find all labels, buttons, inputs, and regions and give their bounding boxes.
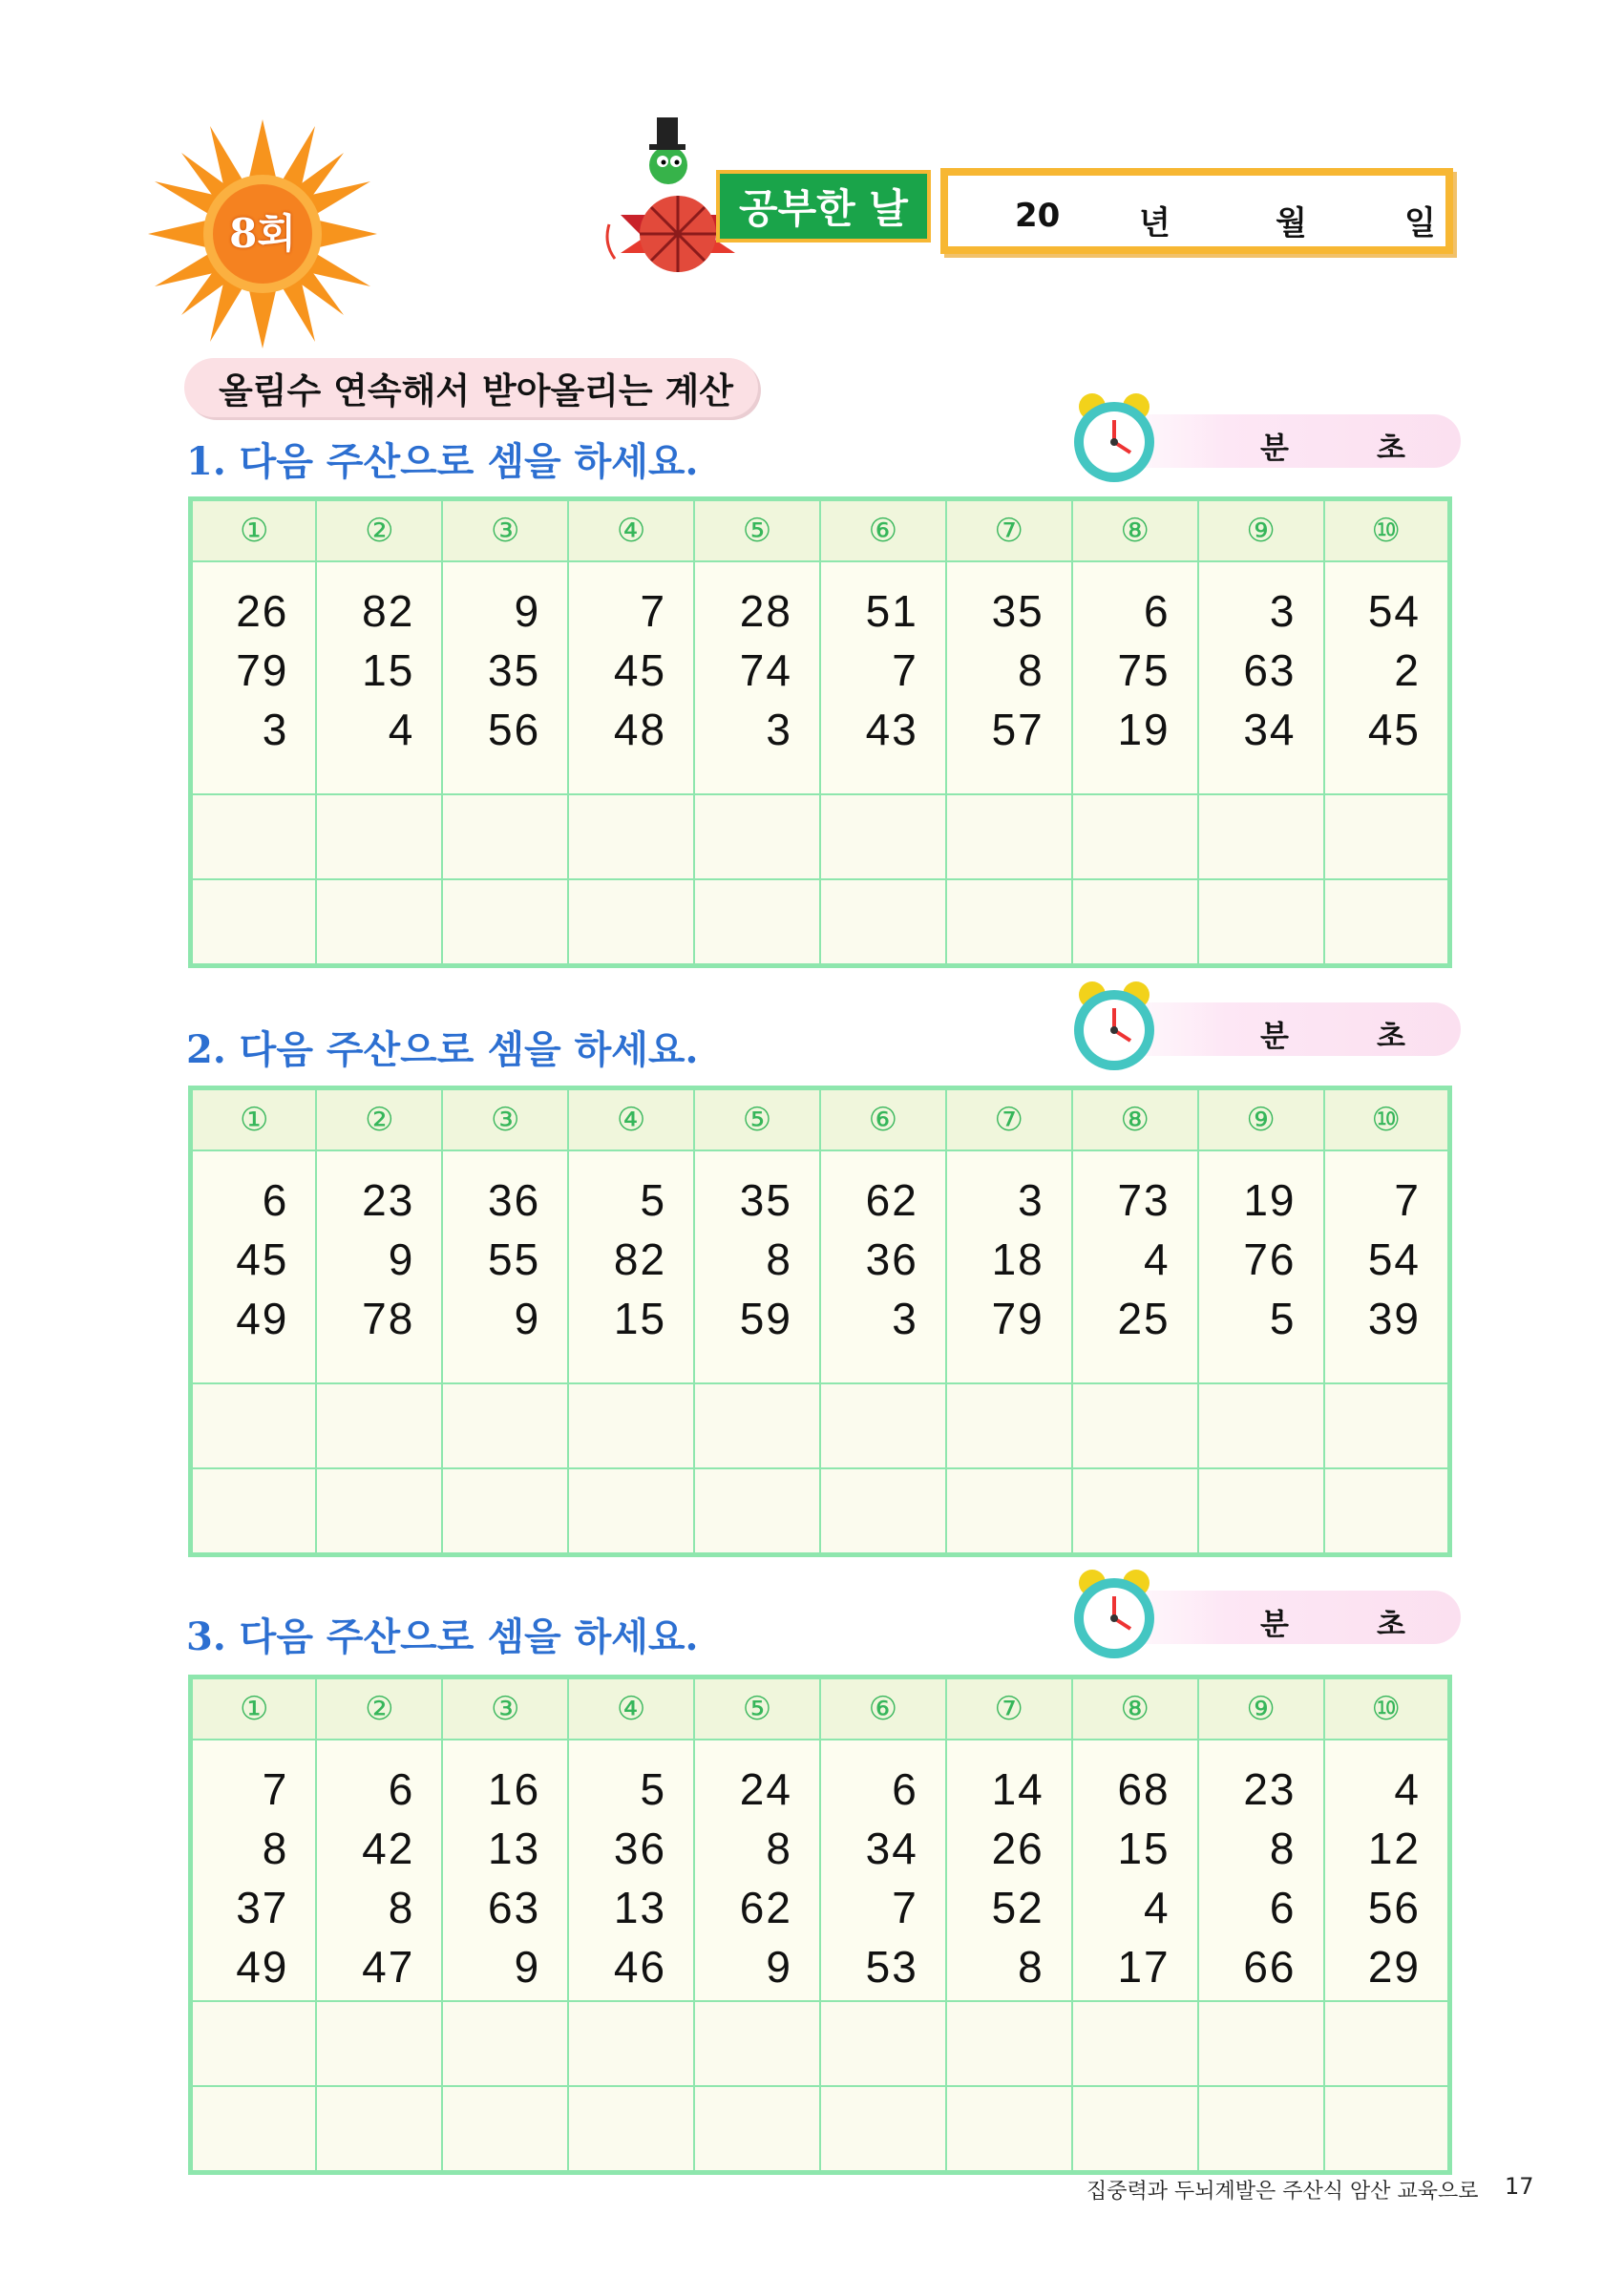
problem-grid (188, 496, 1452, 968)
addend: 35 (488, 645, 541, 695)
problem-grid (188, 1086, 1452, 1557)
addend: 16 (488, 1764, 541, 1814)
addend: 8 (1018, 1942, 1044, 1992)
addend: 78 (362, 1294, 415, 1343)
answer-cell[interactable] (820, 2086, 946, 2173)
answer-cell[interactable] (694, 2001, 820, 2086)
answer-cell[interactable] (1198, 1383, 1324, 1468)
answer-cell[interactable] (316, 879, 442, 966)
answer-cell[interactable] (820, 1468, 946, 1555)
addend: 23 (1243, 1764, 1297, 1814)
addend: 5 (640, 1175, 667, 1225)
column-number-row (191, 1088, 1450, 1151)
answer-cell[interactable] (1198, 879, 1324, 966)
addend: 82 (613, 1234, 667, 1284)
problem-cell (1072, 1150, 1198, 1383)
answer-cell[interactable] (694, 879, 820, 966)
addend: 28 (739, 586, 792, 636)
column-number: ⑩ (1324, 1677, 1450, 1740)
column-number: ⑨ (1198, 1677, 1324, 1740)
addend: 4 (1144, 1883, 1171, 1932)
column-number: ⑨ (1198, 1088, 1324, 1151)
answer-cell[interactable] (1072, 1383, 1198, 1468)
addend: 74 (739, 645, 792, 695)
addend: 47 (362, 1942, 415, 1992)
column-number: ④ (568, 499, 694, 562)
problem-cell (316, 1150, 442, 1383)
answer-cell[interactable] (1198, 2086, 1324, 2173)
session-label: 8회 (229, 210, 296, 257)
column-number: ① (191, 1088, 317, 1151)
answer-cell[interactable] (946, 1383, 1072, 1468)
page-number: 17 (1505, 2173, 1534, 2200)
topic-heading: 올림수 연속해서 받아올리는 계산 (184, 358, 758, 417)
answer-cell[interactable] (946, 1468, 1072, 1555)
addend: 63 (1243, 645, 1297, 695)
addend: 13 (488, 1824, 541, 1873)
answer-cell[interactable] (1324, 1468, 1450, 1555)
addend: 19 (1243, 1175, 1297, 1225)
answer-cell[interactable] (568, 794, 694, 879)
addend: 49 (236, 1294, 289, 1343)
addend: 59 (739, 1294, 792, 1343)
addend: 55 (488, 1234, 541, 1284)
problem-row (191, 561, 1450, 794)
addend: 6 (892, 1764, 918, 1814)
answer-cell[interactable] (442, 2001, 568, 2086)
problem-cell (442, 1740, 568, 2001)
answer-cell[interactable] (316, 1383, 442, 1468)
addend: 75 (1117, 645, 1171, 695)
addend: 6 (1144, 586, 1171, 636)
answer-cell[interactable] (946, 879, 1072, 966)
problem-cell (946, 1150, 1072, 1383)
addend: 9 (514, 586, 541, 636)
addend: 2 (1394, 645, 1421, 695)
timer-field[interactable] (1069, 978, 1461, 1073)
addend: 36 (613, 1824, 667, 1873)
footer-slogan: 집중력과 두뇌계발은 주산식 암산 교육으로 (1086, 2180, 1479, 2204)
answer-cell[interactable] (1072, 879, 1198, 966)
column-number: ⑥ (820, 1088, 946, 1151)
addend: 45 (613, 645, 667, 695)
answer-row (191, 2086, 1450, 2173)
answer-cell[interactable] (946, 2086, 1072, 2173)
addend: 48 (613, 705, 667, 754)
problem-cell (568, 1740, 694, 2001)
addend: 7 (262, 1764, 289, 1814)
answer-cell[interactable] (191, 879, 317, 966)
addend: 12 (1367, 1824, 1421, 1873)
addend: 46 (613, 1942, 667, 1992)
addend: 19 (1117, 705, 1171, 754)
addend: 8 (1018, 645, 1044, 695)
problem-cell (191, 1150, 317, 1383)
addend: 42 (362, 1824, 415, 1873)
addend: 23 (362, 1175, 415, 1225)
problem-cell (442, 561, 568, 794)
addend: 4 (1144, 1234, 1171, 1284)
problem-cell (946, 561, 1072, 794)
addend: 56 (1367, 1883, 1421, 1932)
column-number: ① (191, 1677, 317, 1740)
addend: 8 (388, 1883, 415, 1932)
addend: 68 (1117, 1764, 1171, 1814)
second-unit: 초 (1377, 1608, 1405, 1642)
addend: 79 (991, 1294, 1044, 1343)
answer-cell[interactable] (820, 1383, 946, 1468)
answer-cell[interactable] (694, 2086, 820, 2173)
addend: 4 (1394, 1764, 1421, 1814)
answer-cell[interactable] (568, 1468, 694, 1555)
answer-row (191, 794, 1450, 879)
addend: 15 (362, 645, 415, 695)
column-number: ⑧ (1072, 499, 1198, 562)
addend: 34 (1243, 705, 1297, 754)
problem-cell (694, 1740, 820, 2001)
answer-cell[interactable] (191, 2086, 317, 2173)
addend: 3 (1018, 1175, 1044, 1225)
addend: 8 (766, 1824, 792, 1873)
addend: 6 (1269, 1883, 1297, 1932)
study-date-field[interactable] (940, 168, 1453, 254)
addend: 54 (1367, 1234, 1421, 1284)
problem-cell (820, 1150, 946, 1383)
column-number: ⑤ (694, 499, 820, 562)
problem-row (191, 1150, 1450, 1383)
column-number: ⑥ (820, 499, 946, 562)
problem-cell (1198, 1740, 1324, 2001)
answer-cell[interactable] (442, 879, 568, 966)
addend: 36 (865, 1234, 918, 1284)
question-title: 2. 다음 주산으로 셈을 하세요. (186, 1027, 699, 1072)
addend: 51 (865, 586, 918, 636)
answer-cell[interactable] (568, 879, 694, 966)
addend: 34 (865, 1824, 918, 1873)
column-number: ⑩ (1324, 499, 1450, 562)
addend: 9 (388, 1234, 415, 1284)
answer-cell[interactable] (568, 2086, 694, 2173)
addend: 15 (613, 1294, 667, 1343)
column-number: ⑧ (1072, 1677, 1198, 1740)
answer-cell[interactable] (1324, 794, 1450, 879)
addend: 54 (1367, 586, 1421, 636)
addend: 53 (865, 1942, 918, 1992)
problem-cell (820, 1740, 946, 2001)
addend: 3 (892, 1294, 918, 1343)
answer-cell[interactable] (820, 879, 946, 966)
problem-cell (568, 561, 694, 794)
year-prefix: 20 (1015, 197, 1061, 235)
column-number: ⑦ (946, 499, 1072, 562)
answer-cell[interactable] (1324, 1383, 1450, 1468)
column-number-row (191, 499, 1450, 562)
column-number: ⑦ (946, 1088, 1072, 1151)
problem-grid (188, 1675, 1452, 2175)
answer-cell[interactable] (442, 2086, 568, 2173)
problem-cell (694, 1150, 820, 1383)
answer-cell[interactable] (1198, 794, 1324, 879)
timer-field[interactable] (1069, 1566, 1461, 1661)
addend: 9 (766, 1942, 792, 1992)
problem-cell (694, 561, 820, 794)
answer-cell[interactable] (191, 1468, 317, 1555)
column-number: ⑤ (694, 1677, 820, 1740)
column-number: ③ (442, 499, 568, 562)
answer-cell[interactable] (316, 2086, 442, 2173)
problem-cell (316, 1740, 442, 2001)
addend: 26 (991, 1824, 1044, 1873)
addend: 7 (892, 1883, 918, 1932)
problem-cell (1072, 561, 1198, 794)
column-number-row (191, 1677, 1450, 1740)
addend: 25 (1117, 1294, 1171, 1343)
addend: 24 (739, 1764, 792, 1814)
column-number: ⑩ (1324, 1088, 1450, 1151)
answer-cell[interactable] (820, 794, 946, 879)
addend: 49 (236, 1942, 289, 1992)
answer-cell[interactable] (694, 1383, 820, 1468)
problem-cell (316, 561, 442, 794)
addend: 3 (1269, 586, 1297, 636)
answer-cell[interactable] (316, 1468, 442, 1555)
answer-row (191, 879, 1450, 966)
column-number: ⑨ (1198, 499, 1324, 562)
minute-unit: 분 (1260, 432, 1289, 466)
addend: 9 (514, 1294, 541, 1343)
problem-row (191, 1740, 1450, 2001)
problem-cell (1324, 1740, 1450, 2001)
column-number: ② (316, 499, 442, 562)
addend: 62 (865, 1175, 918, 1225)
addend: 39 (1367, 1294, 1421, 1343)
addend: 18 (991, 1234, 1044, 1284)
addend: 45 (1367, 705, 1421, 754)
addend: 3 (262, 705, 289, 754)
month-unit: 월 (1276, 204, 1307, 243)
addend: 8 (1269, 1824, 1297, 1873)
answer-cell[interactable] (191, 2001, 317, 2086)
addend: 79 (236, 645, 289, 695)
column-number: ⑧ (1072, 1088, 1198, 1151)
addend: 63 (488, 1883, 541, 1932)
column-number: ② (316, 1677, 442, 1740)
addend: 6 (262, 1175, 289, 1225)
addend: 6 (388, 1764, 415, 1814)
answer-row (191, 1468, 1450, 1555)
alarm-clock-icon (1069, 978, 1160, 1073)
column-number: ④ (568, 1677, 694, 1740)
answer-cell[interactable] (820, 2001, 946, 2086)
answer-cell[interactable] (1072, 2001, 1198, 2086)
minute-unit: 분 (1260, 1020, 1289, 1054)
session-badge (143, 115, 382, 353)
problem-cell (568, 1150, 694, 1383)
answer-cell[interactable] (568, 1383, 694, 1468)
problem-cell (442, 1150, 568, 1383)
problem-cell (1072, 1740, 1198, 2001)
answer-cell[interactable] (1198, 2001, 1324, 2086)
answer-cell[interactable] (191, 794, 317, 879)
answer-cell[interactable] (316, 2001, 442, 2086)
addend: 26 (236, 586, 289, 636)
answer-cell[interactable] (442, 1468, 568, 1555)
answer-cell[interactable] (1324, 879, 1450, 966)
column-number: ⑤ (694, 1088, 820, 1151)
answer-cell[interactable] (946, 2001, 1072, 2086)
answer-cell[interactable] (1072, 794, 1198, 879)
answer-row (191, 1383, 1450, 1468)
addend: 29 (1367, 1942, 1421, 1992)
addend: 7 (1394, 1175, 1421, 1225)
addend: 3 (766, 705, 792, 754)
column-number: ② (316, 1088, 442, 1151)
answer-row (191, 2001, 1450, 2086)
day-unit: 일 (1404, 204, 1436, 243)
addend: 66 (1243, 1942, 1297, 1992)
addend: 4 (388, 705, 415, 754)
answer-cell[interactable] (694, 1468, 820, 1555)
answer-cell[interactable] (442, 794, 568, 879)
problem-cell (1198, 1150, 1324, 1383)
addend: 73 (1117, 1175, 1171, 1225)
answer-cell[interactable] (316, 794, 442, 879)
addend: 17 (1117, 1942, 1171, 1992)
answer-cell[interactable] (1324, 2086, 1450, 2173)
addend: 76 (1243, 1234, 1297, 1284)
answer-cell[interactable] (1072, 1468, 1198, 1555)
addend: 7 (892, 645, 918, 695)
question-title: 1. 다음 주산으로 셈을 하세요. (186, 439, 699, 484)
addend: 36 (488, 1175, 541, 1225)
year-unit: 년 (1139, 204, 1171, 243)
addend: 5 (640, 1764, 667, 1814)
addend: 8 (766, 1234, 792, 1284)
column-number: ④ (568, 1088, 694, 1151)
addend: 14 (991, 1764, 1044, 1814)
addend: 52 (991, 1883, 1044, 1932)
addend: 15 (1117, 1824, 1171, 1873)
second-unit: 초 (1377, 432, 1405, 466)
column-number: ③ (442, 1088, 568, 1151)
addend: 45 (236, 1234, 289, 1284)
addend: 13 (613, 1883, 667, 1932)
problem-cell (191, 1740, 317, 2001)
addend: 82 (362, 586, 415, 636)
addend: 35 (991, 586, 1044, 636)
problem-cell (820, 561, 946, 794)
alarm-clock-icon (1069, 390, 1160, 485)
column-number: ① (191, 499, 317, 562)
question-title: 3. 다음 주산으로 셈을 하세요. (186, 1614, 699, 1659)
second-unit: 초 (1377, 1020, 1405, 1054)
answer-cell[interactable] (694, 794, 820, 879)
alarm-clock-icon (1069, 1566, 1160, 1661)
answer-cell[interactable] (1324, 2001, 1450, 2086)
answer-cell[interactable] (191, 1383, 317, 1468)
addend: 7 (640, 586, 667, 636)
addend: 56 (488, 705, 541, 754)
column-number: ⑥ (820, 1677, 946, 1740)
addend: 5 (1269, 1294, 1297, 1343)
addend: 8 (262, 1824, 289, 1873)
addend: 57 (991, 705, 1044, 754)
addend: 62 (739, 1883, 792, 1932)
problem-cell (191, 561, 317, 794)
answer-cell[interactable] (1198, 1468, 1324, 1555)
addend: 35 (739, 1175, 792, 1225)
problem-cell (1324, 561, 1450, 794)
problem-cell (1324, 1150, 1450, 1383)
addend: 9 (514, 1942, 541, 1992)
answer-cell[interactable] (946, 794, 1072, 879)
study-date-label: 공부한 날 (716, 170, 931, 243)
minute-unit: 분 (1260, 1608, 1289, 1642)
column-number: ⑦ (946, 1677, 1072, 1740)
problem-cell (946, 1740, 1072, 2001)
column-number: ③ (442, 1677, 568, 1740)
problem-cell (1198, 561, 1324, 794)
answer-cell[interactable] (1072, 2086, 1198, 2173)
answer-cell[interactable] (442, 1383, 568, 1468)
answer-cell[interactable] (568, 2001, 694, 2086)
addend: 37 (236, 1883, 289, 1932)
timer-field[interactable] (1069, 390, 1461, 485)
addend: 43 (865, 705, 918, 754)
